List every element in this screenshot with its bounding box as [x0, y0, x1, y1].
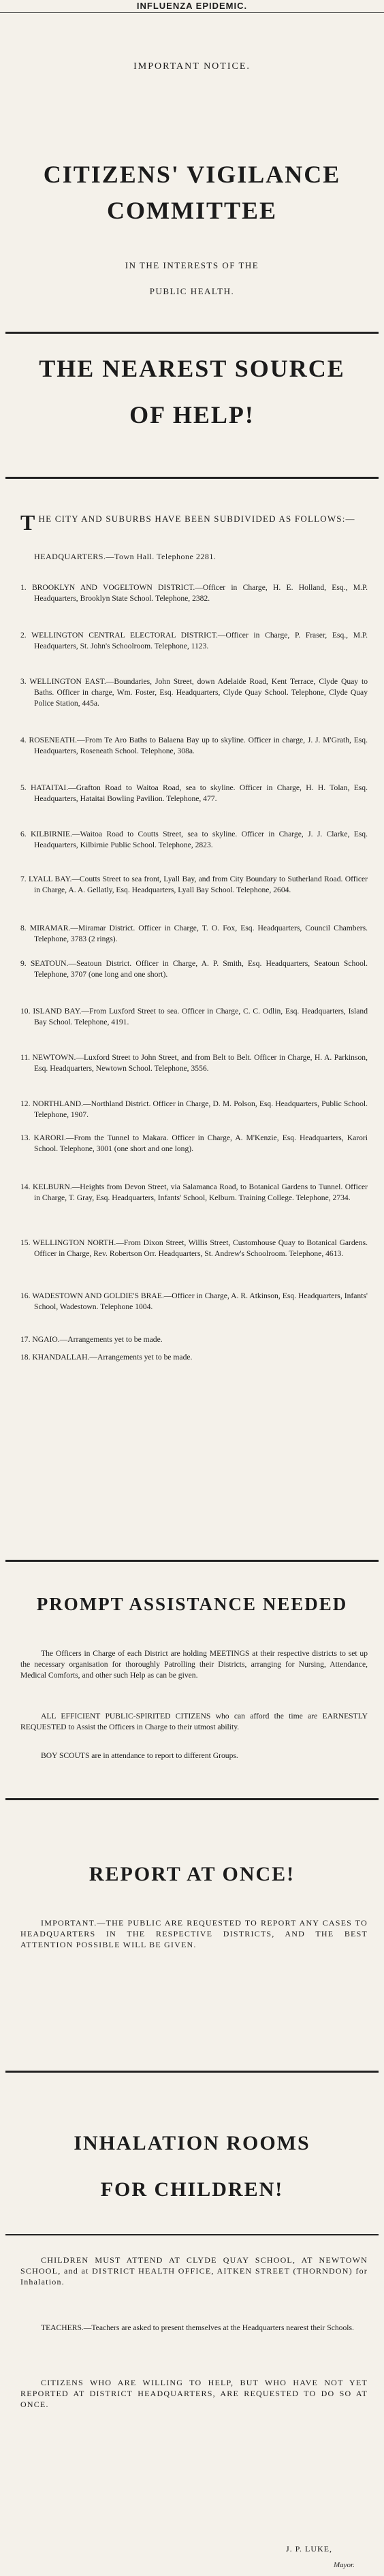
divider-rule — [5, 2071, 379, 2073]
prompt-paragraph: The Officers in Charge of each District are holding MEETINGS at their respective districts to set up the necessary organisation for thoroughly Patrolling their Districts, arranging for Nursing, Attendance, Medical Comforts, and other such Help as can be given. — [20, 1649, 368, 1680]
divider-rule — [5, 332, 379, 334]
district-item: 13. KARORI.—From the Tunnel to Makara. Officer in Charge, A. M'Kenzie, Esq. Headquarters, Karori School. Telephone, 3001 (one short and one long). — [20, 1133, 368, 1153]
district-item: 18. KHANDALLAH.—Arrangements yet to be made. — [20, 1353, 193, 1362]
inhalation-heading: INHALATION ROOMS — [74, 2132, 310, 2154]
signature: J. P. LUKE, — [286, 2544, 333, 2554]
signature-title: Mayor. — [334, 2561, 355, 2569]
district-item: 12. NORTHLAND.—Northland District. Officer in Charge, D. M. Polson, Esq. Headquarters, Public School. Telephone, 1907. — [20, 1099, 368, 1119]
title-committee: COMMITTEE — [106, 197, 277, 224]
of-help-heading: OF HELP! — [129, 401, 255, 428]
report-heading: REPORT AT ONCE! — [89, 1863, 295, 1885]
headquarters-line: HEADQUARTERS.—Town Hall. Telephone 2281. — [34, 552, 217, 561]
divider-rule — [5, 1560, 379, 1562]
district-item: 14. KELBURN.—Heights from Devon Street, via Salamanca Road, to Botanical Gardens to Tunnel. Officer in Charge, T. Gray, Esq. Headquarters, Infants' School, Kelburn. Training College. Telephone, 2734. — [20, 1182, 368, 1202]
divider-rule — [5, 2234, 379, 2235]
prompt-assistance-heading: PROMPT ASSISTANCE NEEDED — [36, 1594, 348, 1614]
district-item: 15. WELLINGTON NORTH.—From Dixon Street, Willis Street, Customhouse Quay to Botanical Gardens. Officer in Charge, Rev. Robertson Orr. Headquarters, St. Andrew's Schoolroom. Telephone, 4613. — [20, 1238, 368, 1258]
section-header: INFLUENZA EPIDEMIC. — [0, 0, 384, 13]
district-item: 17. NGAIO.—Arrangements yet to be made. — [20, 1335, 163, 1344]
district-item: 3. WELLINGTON EAST.—Boundaries, John Street, down Adelaide Road, Kent Terrace, Clyde Quay to Baths. Officer in charge, Wm. Foster, Esq. Headquarters, Clyde Quay School. Telephone, Clyde Quay Police Station, 445a. — [20, 677, 368, 708]
divider-rule — [5, 477, 379, 479]
district-item: 7. LYALL BAY.—Coutts Street to sea front, Lyall Bay, and from City Boundary to Sutherland Road. Officer in Charge, A. A. Gellatly, Esq. Headquarters, Lyall Bay School. Telephone, 2604. — [20, 875, 368, 894]
nearest-source-heading: THE NEAREST SOURCE — [39, 355, 345, 382]
children-heading: FOR CHILDREN! — [100, 2178, 284, 2201]
intro-paragraph — [20, 512, 368, 533]
district-item: 4. ROSENEATH.—From Te Aro Baths to Balaena Bay up to skyline. Officer in charge, J. J. M'Grath, Esq. Headquarters, Roseneath School. Telephone, 308a. — [20, 736, 368, 755]
drop-cap: T — [20, 510, 36, 535]
divider-rule — [5, 1798, 379, 1800]
prompt-paragraph: ALL EFFICIENT PUBLIC-SPIRITED CITIZENS who can afford the time are EARNESTLY REQUESTED to Assist the Officers in Charge to their utmost ability. — [20, 1712, 368, 1731]
title-citizens-vigilance: CITIZENS' VIGILANCE — [43, 161, 341, 188]
intro-text: HE CITY AND SUBURBS HAVE BEEN SUBDIVIDED AS FOLLOWS:— — [38, 514, 355, 524]
district-item: 2. WELLINGTON CENTRAL ELECTORAL DISTRICT.—Officer in Charge, P. Fraser, Esq., M.P. Headquarters, St. John's Schoolroom. Telephone, 1123. — [20, 631, 368, 650]
inhalation-paragraph: CITIZENS WHO ARE WILLING TO HELP, BUT WHO HAVE NOT YET REPORTED AT DISTRICT HEADQUARTERS, ARE REQUESTED TO DO SO AT ONCE. — [20, 2378, 368, 2409]
district-item: 5. HATAITAI.—Grafton Road to Waitoa Road, sea to skyline. Officer in Charge, H. H. Tolan, Esq. Headquarters, Hataitai Bowling Pavilion. Telephone, 477. — [20, 783, 368, 803]
prompt-paragraph: BOY SCOUTS are in attendance to report to different Groups. — [41, 1751, 238, 1760]
public-health-line: PUBLIC HEALTH. — [149, 286, 235, 296]
district-item: 10. ISLAND BAY.—From Luxford Street to sea. Officer in Charge, C. C. Odlin, Esq. Headquarters, Island Bay School. Telephone, 4191. — [20, 1007, 368, 1026]
report-paragraph: IMPORTANT.—THE PUBLIC ARE REQUESTED TO REPORT ANY CASES TO HEADQUARTERS IN THE RESPECTIVE DISTRICTS, AND THE BEST ATTENTION POSSIBLE WILL BE GIVEN. — [20, 1918, 368, 1949]
notice-heading: IMPORTANT NOTICE. — [133, 61, 251, 72]
district-item: 6. KILBIRNIE.—Waitoa Road to Coutts Street, sea to skyline. Officer in Charge, J. J. Clarke, Esq. Headquarters, Kilbirnie Public School. Telephone, 2823. — [20, 830, 368, 849]
inhalation-paragraph: TEACHERS.—Teachers are asked to present themselves at the Headquarters nearest their Schools. — [41, 2323, 354, 2332]
district-item: 9. SEATOUN.—Seatoun District. Officer in Charge, A. P. Smith, Esq. Headquarters, Seatoun School. Telephone, 3707 (one long and one short). — [20, 959, 368, 979]
inhalation-paragraph: CHILDREN MUST ATTEND AT CLYDE QUAY SCHOOL, AT NEWTOWN SCHOOL, and at DISTRICT HEALTH OFFICE, AITKEN STREET (THORNDON) for Inhalation. — [20, 2255, 368, 2287]
district-item: 8. MIRAMAR.—Miramar District. Officer in Charge, T. O. Fox, Esq. Headquarters, Council Chambers. Telephone, 3783 (2 rings). — [20, 924, 368, 943]
district-item: 11. NEWTOWN.—Luxford Street to John Street, and from Belt to Belt. Officer in Charge, H. A. Parkinson, Esq. Headquarters, Newtown School. Telephone, 3556. — [20, 1053, 368, 1073]
interests-line: IN THE INTERESTS OF THE — [125, 260, 259, 270]
district-item: 16. WADESTOWN AND GOLDIE'S BRAE.—Officer in Charge, A. R. Atkinson, Esq. Headquarters, Infants' School, Wadestown. Telephone 1004. — [20, 1291, 368, 1311]
district-item: 1. BROOKLYN AND VOGELTOWN DISTRICT.—Officer in Charge, H. E. Holland, Esq., M.P. Headquarters, Brooklyn State School. Telephone, 2382. — [20, 583, 368, 603]
